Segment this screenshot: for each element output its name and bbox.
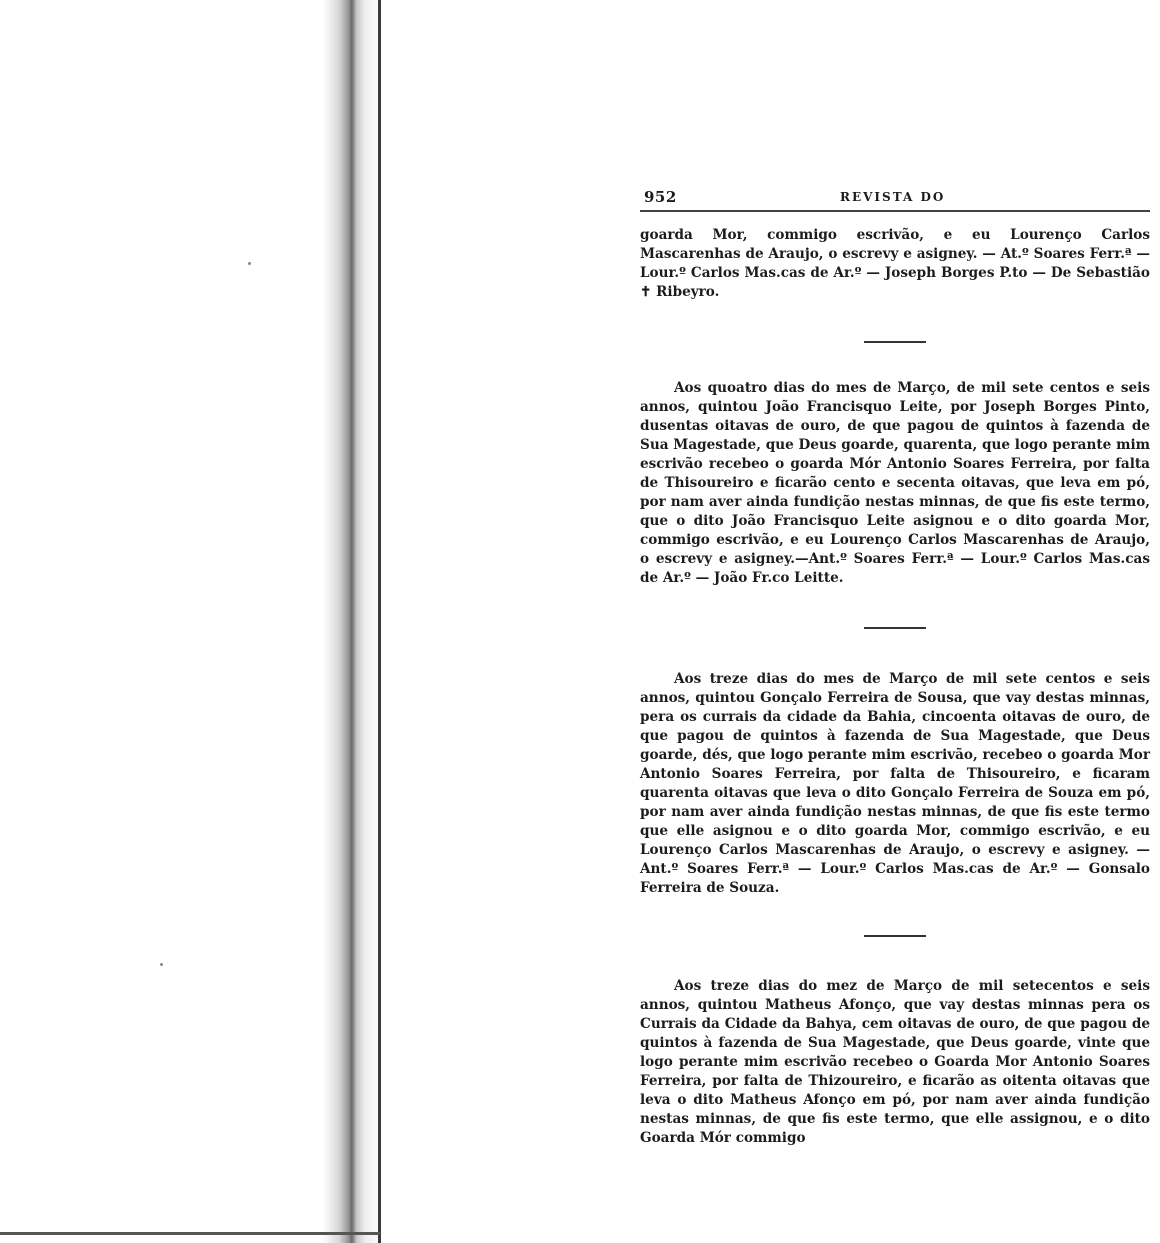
book-spine-line [378,0,381,1243]
page-header [640,186,1150,212]
running-head: REVISTA DO [840,190,946,204]
paragraph-entry-2: Aos treze dias do mes de Março de mil sete centos e seis annos, quintou Gonçalo Ferreira de Sousa, que vay destas minnas, pera os currais da cidade da Bahia, cincoenta oitavas de ouro, de que pagou de quintos à fazenda de Sua Magestade, que Deus goarde, dés, que logo perante mim escrivão, recebeo o goarda Mor Antonio Soares Ferreira, por falta de Thisoureiro, e ficaram quarenta oitavas que leva o dito Gonçalo Ferreira de Souza em pó, por nam aver ainda fundição nestas minnas, de que fis este termo que elle asignou e o dito goarda Mor, commigo escrivão, e eu Lourenço Carlos Mascarenhas de Araujo, o escrevy e asigney. — Ant.º Soares Ferr.ª — Lour.º Carlos Mas.cas de Ar.º — Gonsalo Ferreira de Souza. [640,671,1150,896]
left-page-bottom-edge [0,1232,380,1235]
paragraph-entry-3: Aos treze dias do mez de Março de mil setecentos e seis annos, quintou Matheus Afonço, que vay destas minnas pera os Currais da Cidade da Bahya, cem oitavas de ouro, de que pagou de quintos à fazenda de Sua Magestade, que Deus goarde, vinte que logo perante mim escrivão recebeo o Goarda Mor Antonio Soares Ferreira, por falta de Thizoureiro, e ficarão as oitenta oitavas que leva o dito Matheus Afonço em pó, por nam aver ainda fundição nestas minnas, de que fis este termo, que elle assignou, e o dito Goarda Mór commigo [640,978,1150,1146]
book-page [640,186,1150,1148]
page-number: 952 [644,188,677,206]
section-separator [864,341,926,343]
paper-speck [248,262,251,265]
section-separator [864,935,926,937]
paragraph-continuation: goarda Mor, commigo escrivão, e eu Lourenço Carlos Mascarenhas de Araujo, o escrevy e asigney. — At.º Soares Ferr.ª — Lour.º Carlos Mas.cas de Ar.º — Joseph Borges P.to — De Sebastião ✝ Ribeyro. [640,227,1150,300]
paragraph-entry-1: Aos quoatro dias do mes de Março, de mil sete centos e seis annos, quintou João Francisquo Leite, por Joseph Borges Pinto, dusentas oitavas de ouro, de que pagou de quintos à fazenda de Sua Magestade, que Deus goarde, quarenta, que logo perante mim escrivão recebeo o goarda Mór Antonio Soares Ferreira, por falta de Thisoureiro e ficarão cento e secenta oitavas, que leva em pó, por nam aver ainda fundição nestas minnas, de que fis este termo, que o dito João Francisquo Leite asignou e o dito goarda Mor, commigo escrivão, e eu Lourenço Carlos Mascarenhas de Araujo, o escrevy e asigney.—Ant.º Soares Ferr.ª — Lour.º Carlos Mas.cas de Ar.º — João Fr.co Leitte. [640,380,1150,586]
section-separator [864,627,926,629]
paper-speck [160,963,163,966]
book-gutter-shadow [322,0,384,1243]
